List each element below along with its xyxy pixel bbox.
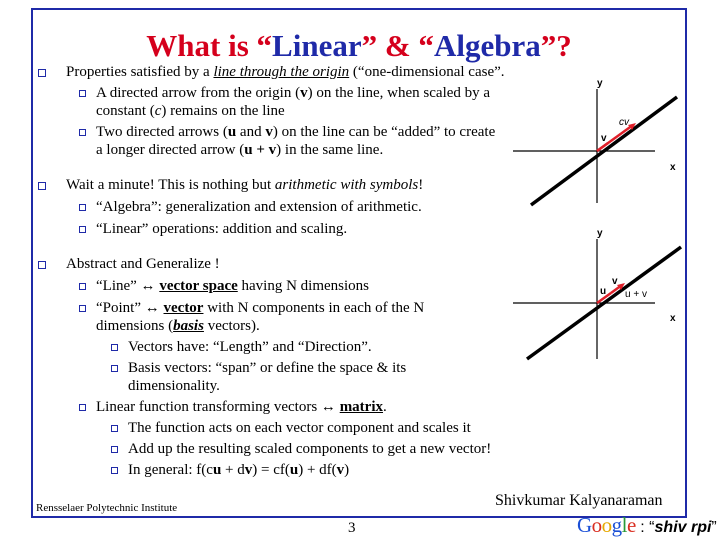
text: Properties satisfied by a xyxy=(66,64,214,80)
bullet-3-3 xyxy=(36,398,526,416)
text: ) on the line, when scaled by a constant ( xyxy=(96,85,491,119)
footer-institute: Rensselaer Polytechnic Institute xyxy=(36,502,178,514)
bullet-square-icon xyxy=(111,467,118,474)
x-axis-label: x xyxy=(670,313,676,324)
vector-v-label: v xyxy=(612,276,618,287)
text: Vectors have: “Length” and “Direction”. xyxy=(128,339,372,355)
bullet-square-icon xyxy=(79,404,86,411)
text: vectors). xyxy=(203,318,260,334)
text-bold: v xyxy=(265,124,273,140)
bullet-3-2-2 xyxy=(36,359,526,395)
diagram-vector-addition xyxy=(505,225,690,365)
text-bold: u + v xyxy=(244,142,277,158)
text: “Point” ↔ xyxy=(96,300,164,316)
bullet-2-2 xyxy=(36,220,526,238)
text: Two directed arrows ( xyxy=(96,124,228,140)
logo-letter: o xyxy=(591,513,602,537)
text: Add up the resulting scaled components to get a new vector! xyxy=(128,441,492,457)
bullet-1-2 xyxy=(36,123,526,159)
vector-cv-label: cv xyxy=(619,117,629,128)
logo-letter: G xyxy=(577,513,592,537)
bullet-square-icon xyxy=(111,446,118,453)
logo-letter: o xyxy=(601,513,612,537)
title-part: ”? xyxy=(540,28,572,63)
bullet-square-icon xyxy=(111,425,118,432)
vector-u-label: u xyxy=(600,286,607,297)
logo-letter: g xyxy=(611,513,622,537)
text-italic: arithmetic with symbols xyxy=(274,177,419,193)
diagram-line-scaling xyxy=(505,75,690,210)
text-italic: c xyxy=(154,103,162,119)
text-bold: v xyxy=(244,462,253,478)
text-bold: u xyxy=(227,124,237,140)
text: ) on the line can be “added” to create a longer directed arrow ( xyxy=(96,124,496,158)
slide-title xyxy=(31,26,687,66)
vector-sum-label: u + v xyxy=(625,289,647,300)
bullet-square-icon xyxy=(38,182,46,190)
text-bold-underline: vector space xyxy=(159,278,238,294)
bullet-3-3-2 xyxy=(36,440,526,458)
text: + d xyxy=(221,462,245,478)
bullet-square-icon xyxy=(79,129,86,136)
text: “Linear” operations: addition and scaling. xyxy=(96,221,348,237)
text: ) xyxy=(344,462,350,478)
title-algebra: Algebra xyxy=(433,28,541,63)
vector-v-label: v xyxy=(601,133,607,144)
page-number: 3 xyxy=(348,520,356,536)
bullet-3 xyxy=(36,255,526,273)
bullet-2 xyxy=(36,176,526,194)
title-part: What is “ xyxy=(146,28,273,63)
bullet-square-icon xyxy=(38,69,46,77)
google-logo-icon xyxy=(577,513,636,537)
title-part: ” & “ xyxy=(361,28,434,63)
text: In general: f(c xyxy=(128,462,213,478)
bullet-1 xyxy=(36,63,526,81)
text: ” xyxy=(711,519,717,536)
bullet-square-icon xyxy=(79,283,86,290)
bullet-square-icon xyxy=(79,305,86,312)
text: ) remains on the line xyxy=(161,103,285,119)
text-bold-underline: matrix xyxy=(339,399,384,415)
bullet-square-icon xyxy=(79,204,86,211)
bullet-3-2 xyxy=(36,299,526,335)
bullet-3-1 xyxy=(36,277,526,295)
text-bold-underline: basis xyxy=(173,318,204,334)
text: The function acts on each vector component and scales it xyxy=(128,420,471,436)
text-bold: v xyxy=(336,462,345,478)
text: “Algebra”: generalization and extension of arithmetic. xyxy=(96,199,422,215)
bullet-3-3-1 xyxy=(36,419,526,437)
bullet-3-3-3 xyxy=(36,461,526,479)
text: Linear function transforming vectors ↔ xyxy=(96,399,340,415)
text: “Line” ↔ xyxy=(96,278,160,294)
y-axis-label: y xyxy=(597,78,603,89)
text-bold-underline: vector xyxy=(163,300,204,316)
text-bold: u xyxy=(289,462,299,478)
text: (“one-dimensional case”. xyxy=(349,64,505,80)
bullet-square-icon xyxy=(111,365,118,372)
bullet-list xyxy=(36,63,526,479)
x-axis-label: x xyxy=(670,162,676,173)
footer-author: Shivkumar Kalyanaraman xyxy=(495,492,663,509)
text-emph: line through the origin xyxy=(213,64,350,80)
text: and xyxy=(236,124,266,140)
logo-letter: l xyxy=(621,513,628,537)
text: having N dimensions xyxy=(237,278,370,294)
bullet-square-icon xyxy=(79,90,86,97)
bullet-square-icon xyxy=(111,344,118,351)
text: Basis vectors: “span” or define the space & its dimensionality. xyxy=(128,360,407,394)
text-bold: v xyxy=(300,85,308,101)
text: ) = cf( xyxy=(252,462,290,478)
text: ) + df( xyxy=(298,462,337,478)
bullet-1-1 xyxy=(36,84,526,120)
text: ) in the same line. xyxy=(276,142,384,158)
y-axis-label: y xyxy=(597,228,603,239)
text: with N components in each of the N dimensions ( xyxy=(96,300,425,334)
text: Wait a minute! This is nothing but xyxy=(66,177,275,193)
text: : “ xyxy=(635,519,655,536)
bullet-square-icon xyxy=(79,226,86,233)
bullet-2-1 xyxy=(36,198,526,216)
title-linear: Linear xyxy=(272,28,362,63)
text: . xyxy=(383,399,387,415)
google-search-note xyxy=(577,513,717,538)
bullet-square-icon xyxy=(38,261,46,269)
logo-letter: e xyxy=(627,513,636,537)
text: ! xyxy=(418,177,424,193)
text: Abstract and Generalize ! xyxy=(66,256,220,272)
bullet-3-2-1 xyxy=(36,338,526,356)
text: A directed arrow from the origin ( xyxy=(96,85,301,101)
text-bold: u xyxy=(212,462,222,478)
search-query: shiv rpi xyxy=(654,519,712,536)
